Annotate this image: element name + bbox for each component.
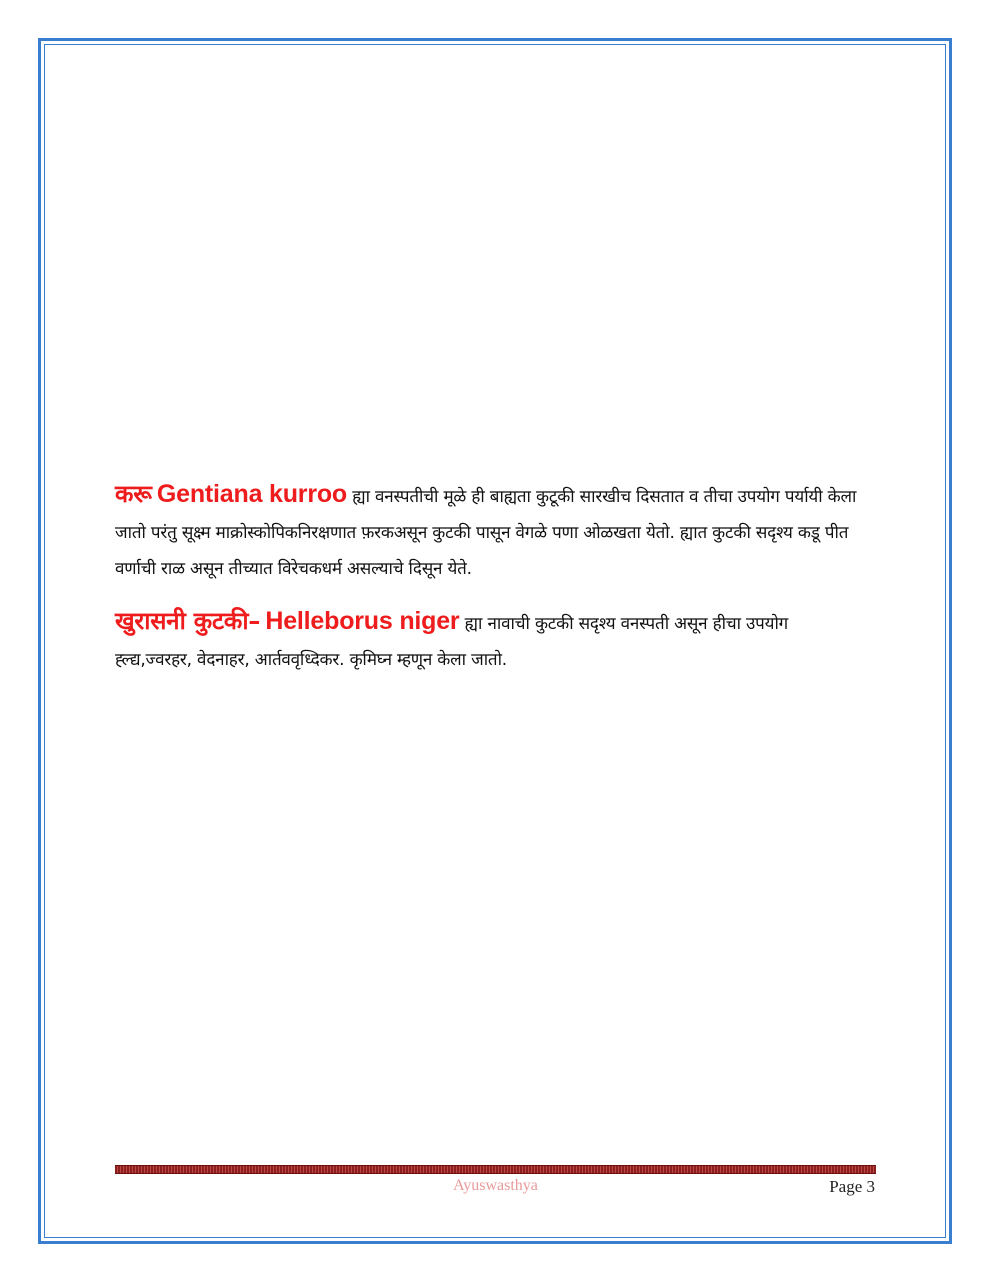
footer-page-number: Page 3	[829, 1177, 875, 1196]
paragraph-text: ह्या वनस्पतीची मूळे ही बाह्यता कुटूकी सारखीच दिसतात व तीचा उपयोग पर्यायी केला जातो परंतु सूक्ष्म माक्रोस्कोपिकनिरक्षणात फ़रकअसून कुटकी पासून वेगळे पणा ओळखता येतो. ह्यात कुटकी सदृश्य कडू पीत वर्णाची राळ असून तीच्यात विरेचकधर्म असल्याचे दिसून येते.	[115, 487, 857, 579]
paragraph-heading-latin: Helleborus niger	[265, 607, 460, 635]
paragraph-text: ह्या नावाची कुटकी सदृश्य वनस्पती असून हीचा उपयोग ह्ल्द्य,ज्वरहर, वेदनाहर, आर्तववृध्दिकर. कृमिघ्न म्हणून केला जातो.	[115, 614, 789, 670]
paragraph-heading-devanagari: करू	[115, 480, 152, 508]
paragraph-gentiana	[115, 476, 860, 587]
paragraph-heading-latin: Gentiana kurroo	[156, 480, 347, 508]
paragraph-helleborus	[115, 603, 860, 678]
footer-divider	[115, 1165, 876, 1174]
paragraph-heading-devanagari: खुरासनी कुटकी–	[115, 607, 261, 635]
footer-site-name: Ayuswasthya	[453, 1177, 538, 1194]
document-body	[115, 476, 860, 694]
